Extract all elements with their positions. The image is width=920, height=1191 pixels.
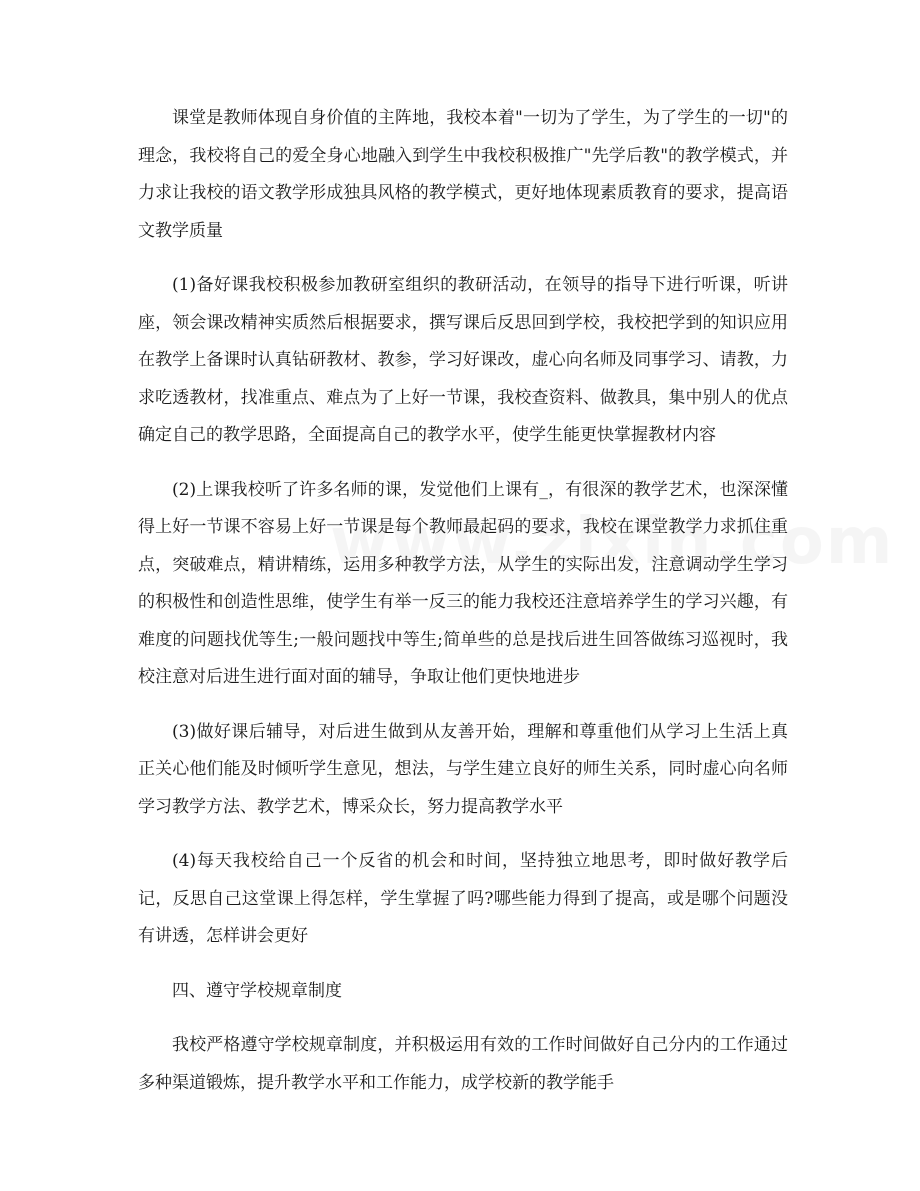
paragraph-tutoring: (3)做好课后辅导，对后进生做到从友善开始，理解和尊重他们从学习上生活上真正关心他们能及时倾听学生意见，想法，与学生建立良好的师生关系，同时虚心向名师学习教学方法、教学艺术，博采众长，努力提高教学水平 [138, 721, 788, 817]
paragraph-prepare-lessons: (1)备好课我校积极参加教研室组织的教研活动，在领导的指导下进行听课，听讲座，领会课改精神实质然后根据要求，撰写课后反思回到学校，我校把学到的知识应用在教学上备课时认真钻研教材、教参，学习好课改，虚心向名师及同事学习、请教，力求吃透教材，找准重点、难点为了上好一节课，我校查资料、做教具，集中别人的优点确定自己的教学思路，全面提高自己的教学水平，使学生能更快掌握教材内容 [138, 275, 788, 445]
paragraph-reflection: (4)每天我校给自己一个反省的机会和时间，坚持独立地思考，即时做好教学后记，反思自己这堂课上得怎样，学生掌握了吗?哪些能力得到了提高，或是哪个问题没有讲透，怎样讲会更好 [138, 851, 788, 946]
paragraph-classroom: 课堂是教师体现自身价值的主阵地，我校本着"一切为了学生，为了学生的一切"的理念，我校将自己的爱全身心地融入到学生中我校积极推广"先学后教"的教学模式，并力求让我校的语文教学形成独具风格的教学模式，更好地体现素质教育的要求，提高语文教学质量 [138, 108, 788, 241]
section-heading: 四、遵守学校规章制度 [172, 980, 342, 1001]
paragraph-rules: 我校严格遵守学校规章制度，并积极运用有效的工作时间做好自己分内的工作通过多种渠道锻炼，提升教学水平和工作能力，成学校新的教学能手 [138, 1035, 788, 1093]
document-body [138, 100, 788, 1119]
paragraph-teaching: (2)上课我校听了许多名师的课，发觉他们上课有_，有很深的教学艺术，也深深懂得上好一节课不容易上好一节课是每个教师最起码的要求，我校在课堂教学力求抓住重点，突破难点，精讲精练，运用多种教学方法，从学生的实际出发，注意调动学生学习的积极性和创造性思维，使学生有举一反三的能力我校还注意培养学生的学习兴趣，有难度的问题找优等生;一般问题找中等生;简单些的总是找后进生回答做练习巡视时，我校注意对后进生进行面对面的辅导，争取让他们更快地进步 [138, 479, 788, 687]
